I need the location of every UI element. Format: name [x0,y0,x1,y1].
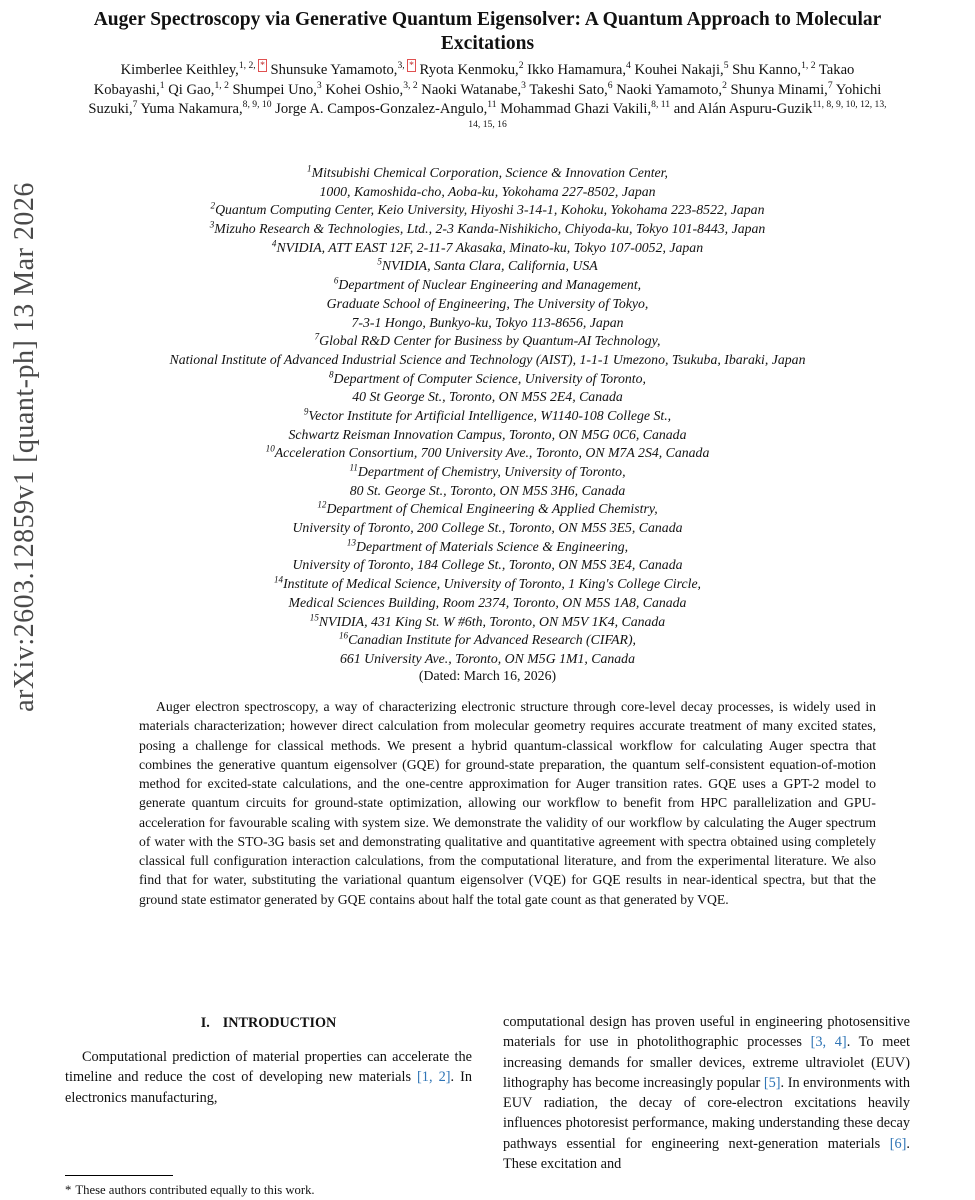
author-name: Takao Kobayashi,$^1$ [93,62,855,98]
affiliation-superscript: 4 [271,238,277,249]
author-name: Naoki Watanabe,$^3$ [421,79,526,98]
affiliation-line: 80 St. George St., Toronto, ON M5S 3H6, Canada [349,482,626,498]
author-affiliation-superscript: 1, 2 [214,79,229,91]
author-name: Kohei Oshio,$^{3, 2}$ [325,79,418,98]
author-name: Ryota Kenmoku,$^2$ [419,60,524,78]
author-name: Shunya Minami,$^7$ [730,79,833,98]
affiliation-line: $^1$Mitsubishi Chemical Corporation, Science & Innovation Center, [307,163,668,180]
author-affiliation-superscript: 8, 11 [651,99,671,111]
affiliation-line: $^{13}$Department of Materials Science & Engineering, [346,537,629,554]
affiliation-superscript: 16 [339,630,349,641]
footnote-area [65,1175,472,1198]
left-column [65,1012,472,1200]
author-affiliation-superscript: 3, * [397,60,414,72]
author-affiliation-superscript: 5 [723,60,729,72]
affiliation-line: $^8$Department of Computer Science, University of Toronto, [329,368,646,386]
affiliation-line: $^{14}$Institute of Medical Science, University of Toronto, 1 King's College Circle, [273,574,702,592]
section-heading-introduction [65,1015,472,1032]
affiliation-superscript: 9 [303,406,309,417]
author-affiliation-superscript: 11 [487,99,497,111]
affiliation-superscript: 11 [349,462,358,473]
citation-link[interactable]: [3, 4] [810,1034,847,1051]
affiliation-superscript: 1 [307,163,312,174]
affiliation-superscript: 6 [333,275,339,286]
affiliation-line: $^{15}$NVIDIA, 431 King St. W #6th, Toronto, ON M5V 1K4, Canada [309,611,666,629]
author-affiliation-superscript: 2 [722,79,727,91]
affiliation-superscript: 13 [346,537,357,548]
abstract: Auger electron spectroscopy, a way of characterizing electronic structure through core-level decay processes, is widely used in materials characterization; however direct calculation from molecular geometry requires accurate treatment of many excited states, posing a challenge for classical methods. We present a hybrid quantum-classical workflow for calculating Auger spectra that combines the generative quantum eigensolver (GQE) for ground-state preparation, the quantum self-consistent equation-of-motion method for excited-state calculations, and the one-centre approximation for Auger transition rates. GQE uses a GPT-2 model to generate quantum circuits for ground-state optimization, allowing our workflow to benefit from HPC parallelization and GPU-acceleration for favourable scaling with system size. We demonstrate the validity of our workflow by calculating the Auger spectrum of water with the STO-3G basis set and demonstrating qualitative and quantitative agreement with spectra obtained using completely classical full configuration interaction calculations, from the computational literature, and from the experimental literature. We also find that for water, substituting the variational quantum eigensolver (VQE) for GQE results in near-identical spectra, but that the ground state estimator generated by GQE contains about half the total gate count as that generated by VQE. [139,699,876,907]
affiliation-line: $^6$Department of Nuclear Engineering and Management, [333,275,642,293]
affiliation-line: Graduate School of Engineering, The University of Tokyo, [326,295,649,311]
author-affiliation-superscript: 7 [827,79,833,91]
two-column-body [65,1012,910,1200]
arxiv-stamp: arXiv:2603.12859v1 [quant-ph] 13 Mar 2026 [9,182,40,712]
affiliation-line: 1000, Kamoshida-cho, Aoba-ku, Yokohama 227-8502, Japan [319,183,656,199]
author-name: Mohammad Ghazi Vakili,$^{8, 11}$ [500,99,671,118]
author-affiliation-superscript: 3 [521,79,526,91]
citation-link[interactable]: [1, 2] [417,1069,451,1086]
affiliation-line: $^4$NVIDIA, ATT EAST 12F, 2-11-7 Akasaka, Minato-ku, Tokyo 107-0052, Japan [271,238,704,255]
affiliation-line: Schwartz Reisman Innovation Campus, Toronto, ON M5G 0C6, Canada [288,426,687,442]
author-name: Yuma Nakamura,$^{8, 9, 10}$ [140,99,272,118]
intro-paragraph-left: Computational prediction of material properties can accelerate the timeline and reduce the cost of developing new materials [1, 2]. In electronics manufacturing, [65,1049,473,1106]
affiliation-superscript: 10 [265,443,275,454]
affiliation-line: $^{10}$Acceleration Consortium, 700 University Ave., Toronto, ON M7A 2S4, Canada [265,443,710,461]
affiliation-superscript: 12 [317,499,327,510]
paper-title: Auger Spectroscopy via Generative Quantum Eigensolver: A Quantum Approach to Molecular Excitations [93,9,882,55]
author-affiliation-superscript: 11, 8, 9, 10, 12, 13, 14, 15, 16 [468,99,887,131]
affiliation-line: $^7$Global R&D Center for Business by Quantum-AI Technology, [314,331,661,349]
author-name: Yohichi Suzuki,$^7$ [88,81,882,118]
citation-link[interactable]: [6] [889,1135,907,1152]
author-list [88,61,887,140]
author-name: Qi Gao,$^{1, 2}$ [168,79,229,98]
affiliation-superscript: 8 [329,368,334,379]
affiliation-line: 40 St George St., Toronto, ON M5S 2E4, Canada [352,389,623,405]
affiliation-superscript: 7 [314,331,320,342]
affiliation-line: 661 University Ave., Toronto, ON M5G 1M1, Canada [340,650,635,666]
right-column [503,1012,910,1200]
section-number: I. [200,1015,210,1031]
affiliation-superscript: 2 [210,200,216,211]
section-title: INTRODUCTION [222,1015,337,1031]
author-affiliation-superscript: 6 [607,79,613,91]
author-name: Shunsuke Yamamoto,$^{3, *}$ [270,60,414,78]
affiliation-line: $^{16}$Canadian Institute for Advanced Research (CIFAR), [339,630,636,648]
author-name: Ikko Hamamura,$^4$ [527,60,631,78]
author-affiliation-superscript: 1, 2 [801,60,816,72]
affiliation-superscript: 5 [377,256,382,267]
author-name: and Alán Aspuru-Guzik$^{11, 8, 9, 10, 12, 13, 14, 15, 16}$ [468,99,887,131]
author-affiliation-superscript: 3 [316,79,322,91]
affiliation-line: $^5$NVIDIA, Santa Clara, California, USA [377,256,598,274]
equal-contribution-link[interactable]: * [260,60,265,72]
author-affiliation-superscript: 1 [159,79,165,91]
footnote-equal-contribution [65,1183,472,1198]
affiliation-list [18,164,957,669]
affiliation-superscript: 3 [209,219,215,230]
affiliation-line: University of Toronto, 200 College St., Toronto, ON M5S 3E5, Canada [292,520,683,536]
author-affiliation-superscript: 8, 9, 10 [242,99,272,111]
affiliation-line: $^2$Quantum Computing Center, Keio University, Hiyoshi 3-14-1, Kohoku, Yokohama 223-8522, Japan [210,200,765,218]
affiliation-line: $^{11}$Department of Chemistry, University of Toronto, [349,462,626,479]
author-affiliation-superscript: 7 [132,99,138,111]
author-name: Shumpei Uno,$^3$ [232,79,322,98]
author-name: Kimberlee Keithley,$^{1, 2, *}$ [120,60,265,78]
author-name: Kouhei Nakaji,$^5$ [634,60,729,78]
affiliation-superscript: 14 [273,574,284,585]
affiliation-line: $^{12}$Department of Chemical Engineering & Applied Chemistry, [317,499,658,517]
affiliation-superscript: 15 [309,611,319,622]
author-affiliation-superscript: 3, 2 [403,79,418,91]
affiliation-line: $^9$Vector Institute for Artificial Intelligence, W1140-108 College St., [303,406,672,423]
equal-contribution-link[interactable]: * [409,60,414,72]
author-affiliation-superscript: 1, 2, * [238,60,265,72]
affiliation-line: Medical Sciences Building, Room 2374, Toronto, ON M5S 1A8, Canada [288,594,687,610]
author-affiliation-superscript: 4 [626,60,631,72]
dated-line: (Dated: March 16, 2026) [418,668,557,683]
author-name: Takeshi Sato,$^6$ [529,79,613,98]
author-affiliation-superscript: 2 [518,60,524,72]
author-name: Shu Kanno,$^{1, 2}$ [732,60,816,78]
affiliation-line: $^3$Mizuho Research & Technologies, Ltd., 2-3 Kanda-Nishikicho, Chiyoda-ku, Tokyo 101-8443, Japan [209,219,766,237]
footnote-divider [65,1175,173,1176]
intro-paragraph-right: computational design has proven useful in engineering photosensitive materials for use in photolithographic processes [3, 4]. To meet increasing demands for smaller devices, extreme ultraviolet (EUV) lithography has become increasingly popular [5]. In environments with EUV radiation, the decay of core-electron excitations heavily influences photoresist performance, making understanding these decay pathways essential for engineering next-generation materials [6]. These excitation and [503,1014,910,1173]
affiliation-line: National Institute of Advanced Industrial Science and Technology (AIST), 1-1-1 Umezono, Tsukuba, Ibaraki, Japan [169,351,806,367]
affiliation-line: University of Toronto, 184 College St., Toronto, ON M5S 3E4, Canada [292,557,683,573]
author-name: Jorge A. Campos-Gonzalez-Angulo,$^{11}$ [275,99,497,118]
affiliation-line: 7-3-1 Hongo, Bunkyo-ku, Tokyo 113-8656, Japan [351,314,624,330]
footnote-marker: * [65,1183,72,1197]
citation-link[interactable]: [5] [763,1074,781,1091]
author-name: Naoki Yamamoto,$^2$ [616,79,727,98]
footnote-body: These authors contributed equally to this work. [75,1183,315,1197]
